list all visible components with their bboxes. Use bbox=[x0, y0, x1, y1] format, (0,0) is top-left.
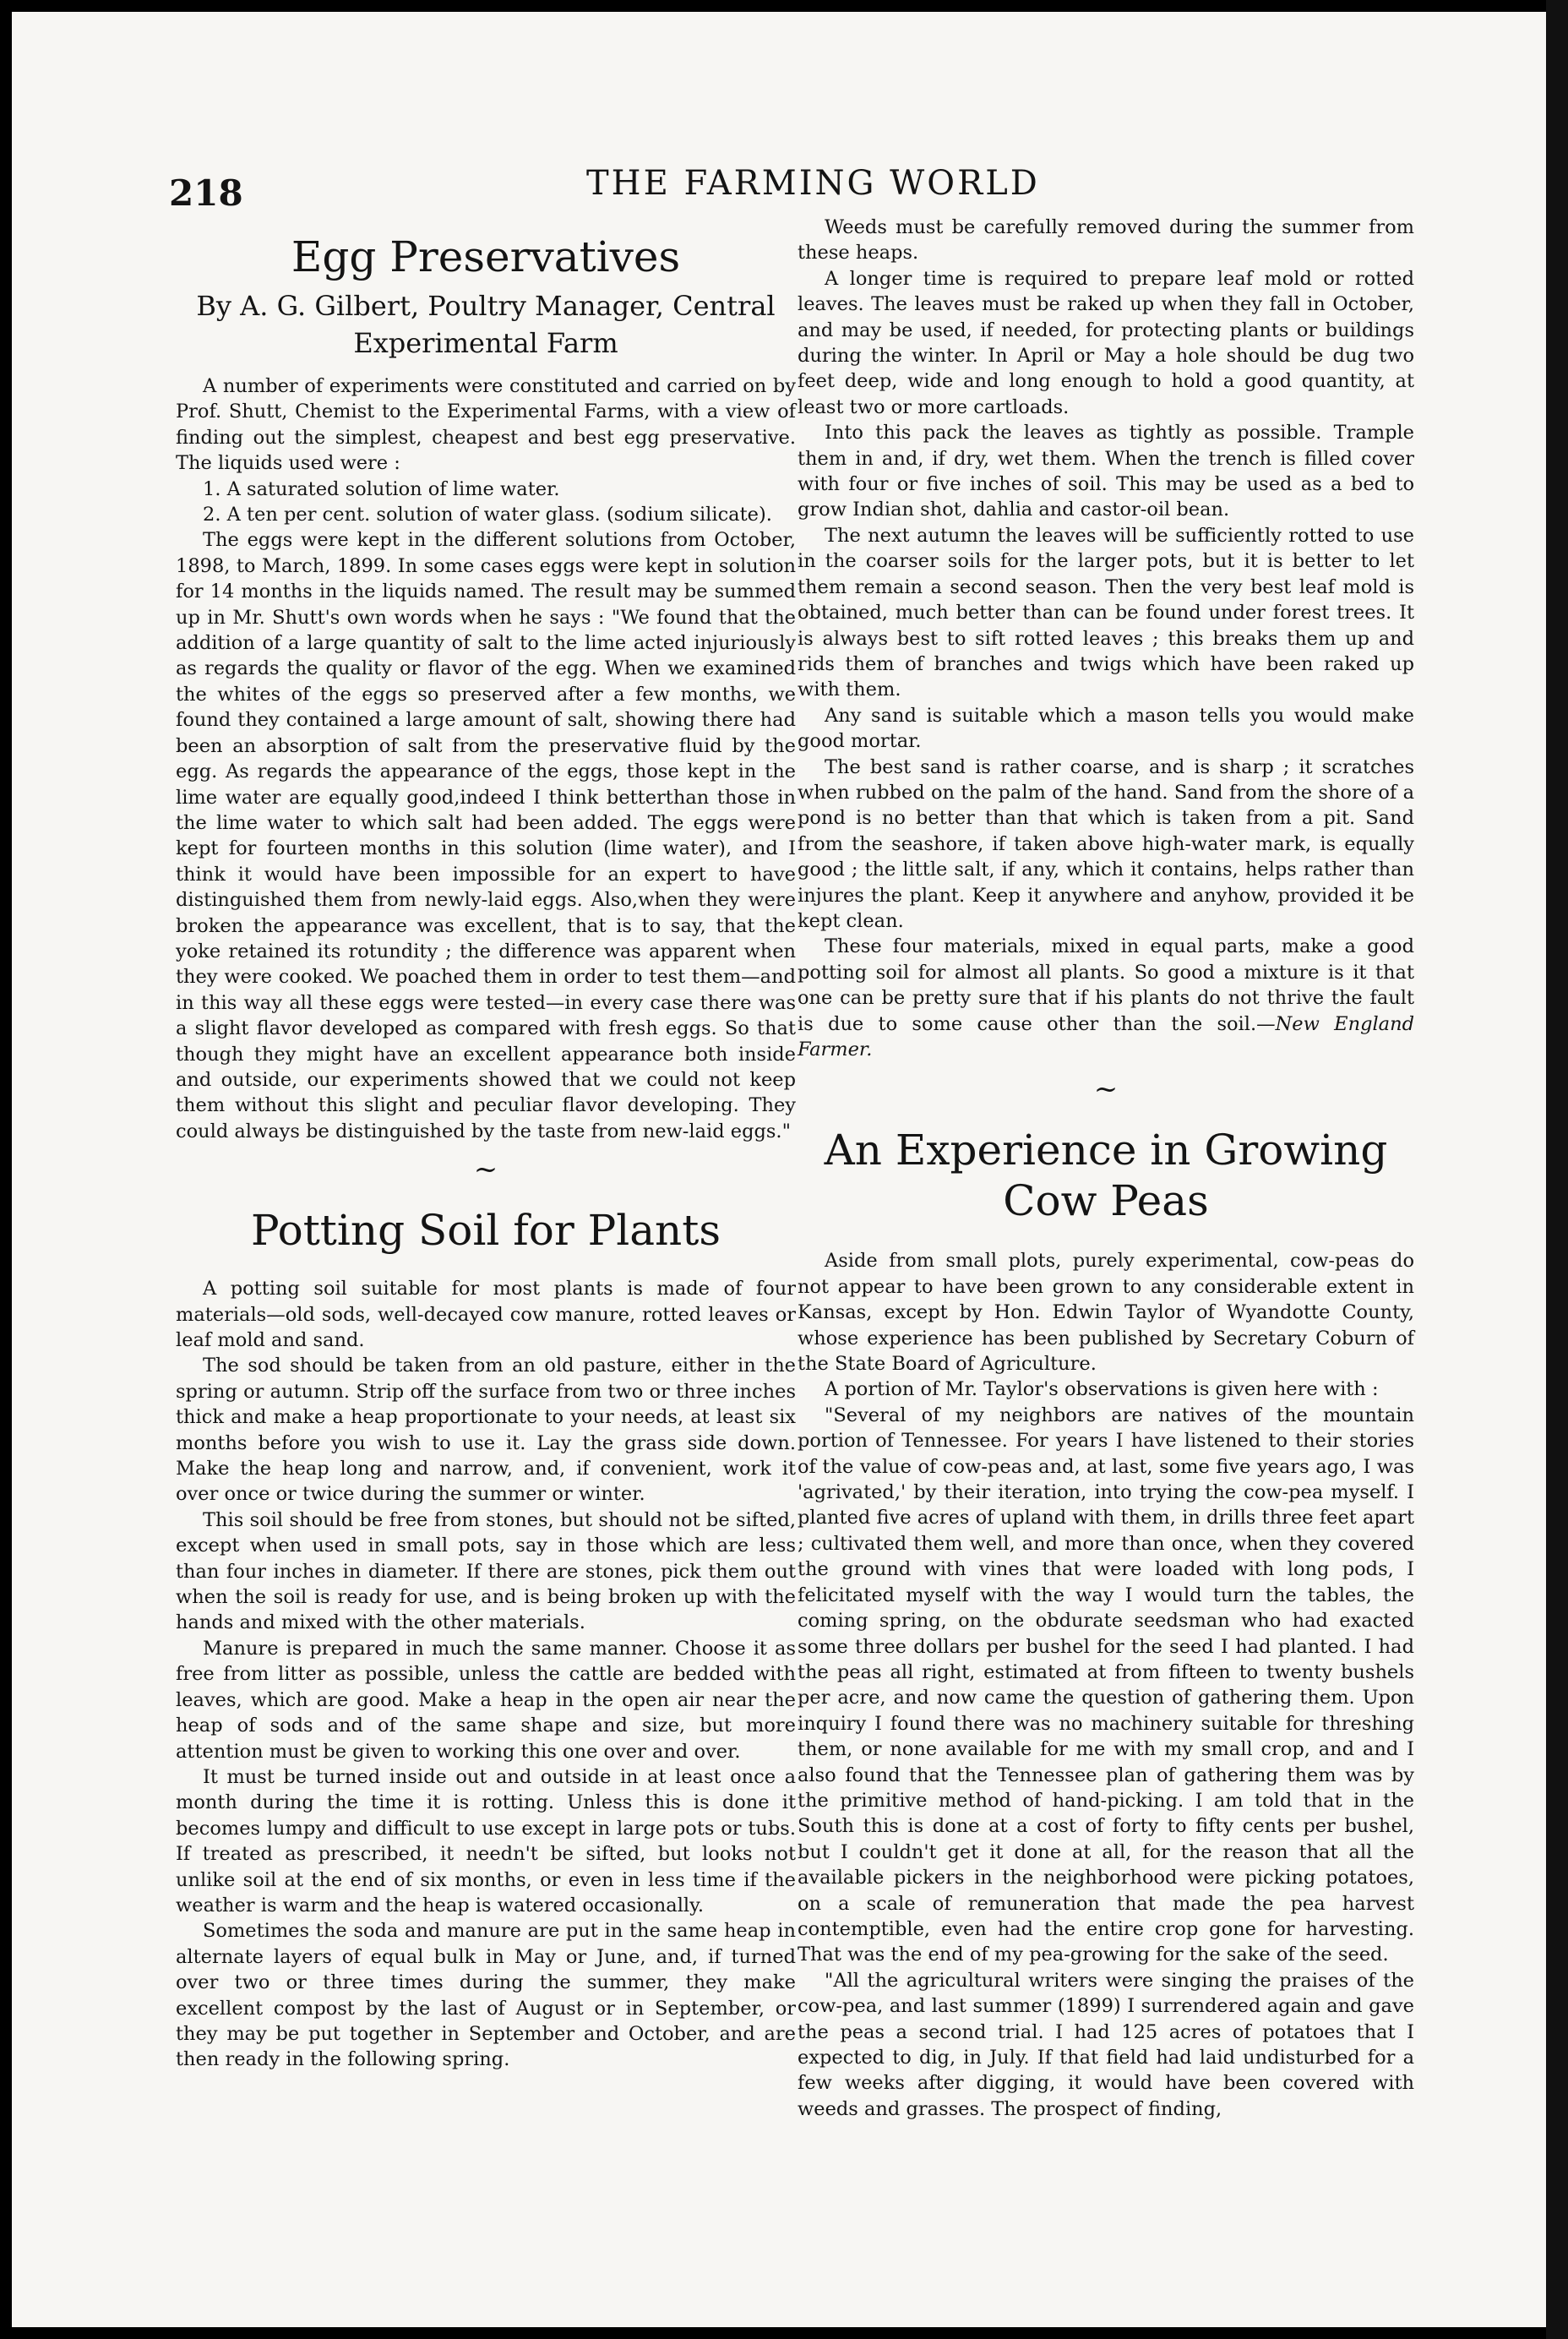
scan-edge bbox=[1546, 0, 1568, 2339]
list-item: 1. A saturated solution of lime water. bbox=[203, 477, 560, 500]
paragraph: A portion of Mr. Taylor's observations is given here with : bbox=[825, 1378, 1379, 1401]
list-item: 2. A ten per cent. solution of water glass. (sodium silicate). bbox=[203, 504, 772, 526]
paragraph: Manure is prepared in much the same manner. Choose it as free from litter as possible, unless the cattle are bedded with leaves, which are good. Make a heap in the open air near the heap of sods and of the same shape and size, but more attention must be given to working this one over and over. bbox=[176, 1637, 796, 1763]
paragraph: "All the agricultural writers were singing the praises of the cow-pea, and last summer (1899) I surrendered again and gave the peas a second trial. I had 125 acres of potatoes that I expected to dig, in July. If that field had laid undisturbed for a few weeks after digging, it would have been covered with weeds and grasses. The prospect of finding, bbox=[798, 1969, 1414, 2120]
article-cow-peas bbox=[798, 1125, 1414, 2122]
article-byline: By A. G. Gilbert, Poultry Manager, Central Experimental Farm bbox=[196, 290, 776, 359]
article-potting-soil-continued bbox=[798, 215, 1414, 1062]
page-number: 218 bbox=[169, 172, 243, 214]
section-ornament: ~ bbox=[473, 1153, 498, 1187]
article-title: Potting Soil for Plants bbox=[250, 1206, 721, 1256]
paragraph-text: These four materials, mixed in equal parts, make a good potting soil for almost all plants. So good a mixture is it that one can be pretty sure that if his plants do not thrive the fault is due to some cause other than the soil. bbox=[798, 935, 1414, 1035]
paragraph: The eggs were kept in the different solutions from October, 1898, to March, 1899. In some cases eggs were kept in solution for 14 months in the liquids named. The result may be summed up in Mr. Shutt's own words when he says : "We found that the addition of a large quantity of salt to the lime acted injuriously as regards the quality or flavor of the egg. When we examined the whites of the eggs so preserved after a few months, we found they contained a large amount of salt, showing there had been an absorption of salt from the preservative fluid by the egg. As regards the appearance of the eggs, those kept in the lime water are equally good,indeed I think betterthan those in the lime water to which salt had been added. The eggs were kept for fourteen months in this solution (lime water), and I think it would have been impossible for an expert to have distinguished them from newly-laid eggs. Also,when they were broken the appearance was excellent, that is to say, that the yoke retained its rotundity ; the difference was apparent when they were cooked. We poached them in order to test them—and in this way all these eggs were tested—in every case there was a slight flavor developed as compared with fresh eggs. So that though they might have an excellent appearance both inside and outside, our experiments showed that we could not keep them without this slight and peculiar flavor developing. They could always be distinguished by the taste from new-laid eggs." bbox=[176, 529, 796, 1142]
paragraph: It must be turned inside out and outside in at least once a month during the time it is rotting. Unless this is done it becomes lumpy and difficult to use except in large pots or tubs. If treated as prescribed, it needn't be sifted, but looks not unlike soil at the end of six months, or even in less time if the weather is warm and the heap is watered occasionally. bbox=[176, 1765, 796, 1916]
paragraph: "Several of my neighbors are natives of the mountain portion of Tennessee. For years I have listened to their stories of the value of cow-peas and, at last, some five years ago, I was 'agrivated,' by their iteration, into trying the cow-pea myself. I planted five acres of upland with them, in drills three feet apart ; cultivated them well, and more than once, when they covered the ground with vines that were loaded with long pods, I felicitated myself with the way I would turn the tables, the coming spring, on the obdurate seedsman who had exacted some three dollars per bushel for the seed I had planted. I had the peas all right, estimated at from fifteen to twenty bushels per acre, and now came the question of gathering them. Upon inquiry I found there was no machinery suitable for threshing them, or none available for me with my small crop, and and I also found that the Tennessee plan of gathering them was by the primitive method of hand-picking. I am told that in the South this is done at a cost of forty to fifty cents per bushel, but I couldn't get it done at all, for the reason that all the available pickers in the neighborhood were picking potatoes, on a scale of remuneration that made the pea harvest contemptible, even had the entire crop gone for harvesting. That was the end of my pea-growing for the sake of the seed. bbox=[798, 1404, 1414, 1966]
paragraph: The sod should be taken from an old pasture, either in the spring or autumn. Strip off the surface from two or three inches thick and make a heap proportionate to your needs, at least six months before you wish to use it. Lay the grass side down. Make the heap long and narrow, and, if convenient, work it over once or twice during the summer or winter. bbox=[176, 1355, 796, 1506]
right-column bbox=[798, 215, 1414, 2122]
paragraph: Into this pack the leaves as tightly as possible. Trample them in and, if dry, wet them. When the trench is filled cover with four or five inches of soil. This may be used as a bed to grow Indian shot, dahlia and castor-oil bean. bbox=[798, 422, 1414, 521]
paragraph: Weeds must be carefully removed during the summer from these heaps. bbox=[798, 216, 1414, 264]
page-header bbox=[12, 155, 1546, 215]
article-title: Egg Preservatives bbox=[291, 232, 681, 281]
article-title: An Experience in Growing Cow Peas bbox=[824, 1126, 1388, 1226]
paragraph: This soil should be free from stones, but should not be sifted, except when used in small pots, say in those which are less than four inches in diameter. If there are stones, pick them out when the soil is ready for use, and is being broken up with the hands and mixed with the other materials. bbox=[176, 1508, 796, 1634]
paragraph: The best sand is rather coarse, and is sharp ; it scratches when rubbed on the palm of the hand. Sand from the shore of a pond is no better than that which is taken from a pit. Sand from the seashore, if taken above high-water mark, is equally good ; the little salt, if any, which it contains, helps rather than injures the plant. Keep it anywhere and anyhow, provided it be kept clean. bbox=[798, 755, 1414, 932]
paragraph: Aside from small plots, purely experimental, cow-peas do not appear to have been grown to any considerable extent in Kansas, except by Hon. Edwin Taylor of Wyandotte County, whose experience has been published by Secretary Coburn of the State Board of Agriculture. bbox=[798, 1250, 1414, 1376]
paragraph bbox=[798, 934, 1414, 1062]
page bbox=[12, 12, 1546, 2327]
paragraph: A potting soil suitable for most plants is made of four materials—old sods, well-decayed cow manure, rotted leaves or leaf mold and sand. bbox=[176, 1278, 796, 1351]
section-ornament: ~ bbox=[1093, 1072, 1119, 1107]
paragraph: A number of experiments were constituted and carried on by Prof. Shutt, Chemist to the Experimental Farms, with a view of finding out the simplest, cheapest and best egg preservative. The liquids used were : bbox=[176, 375, 796, 475]
paragraph: A longer time is required to prepare leaf mold or rotted leaves. The leaves must be raked up when they fall in October, and may be used, if needed, for protecting plants or buildings during the winter. In April or May a hole should be dug two feet deep, wide and long enough to hold a good quantity, at least two or more cartloads. bbox=[798, 267, 1414, 418]
paragraph: Sometimes the soda and manure are put in the same heap in alternate layers of equal bulk in May or June, and, if turned over two or three times during the summer, they make excellent compost by the last of August or in September, or they may be put together in September and October, and are then ready in the following spring. bbox=[176, 1920, 796, 2071]
running-title: THE FARMING WORLD bbox=[586, 164, 1040, 203]
article-potting-soil bbox=[176, 1205, 796, 2073]
paragraph: Any sand is suitable which a mason tells you would make good mortar. bbox=[798, 704, 1414, 753]
paragraph: The next autumn the leaves will be sufficiently rotted to use in the coarser soils for the larger pots, but it is better to let them remain a second season. Then the very best leaf mold is obtained, much better than can be found under forest trees. It is always best to sift rotted leaves ; this breaks them up and rids them of branches and twigs which have been raked up with them. bbox=[798, 524, 1414, 701]
article-egg-preservatives bbox=[176, 232, 796, 1144]
source-credit: —New England Farmer. bbox=[798, 1012, 1414, 1060]
left-column bbox=[176, 215, 796, 2073]
